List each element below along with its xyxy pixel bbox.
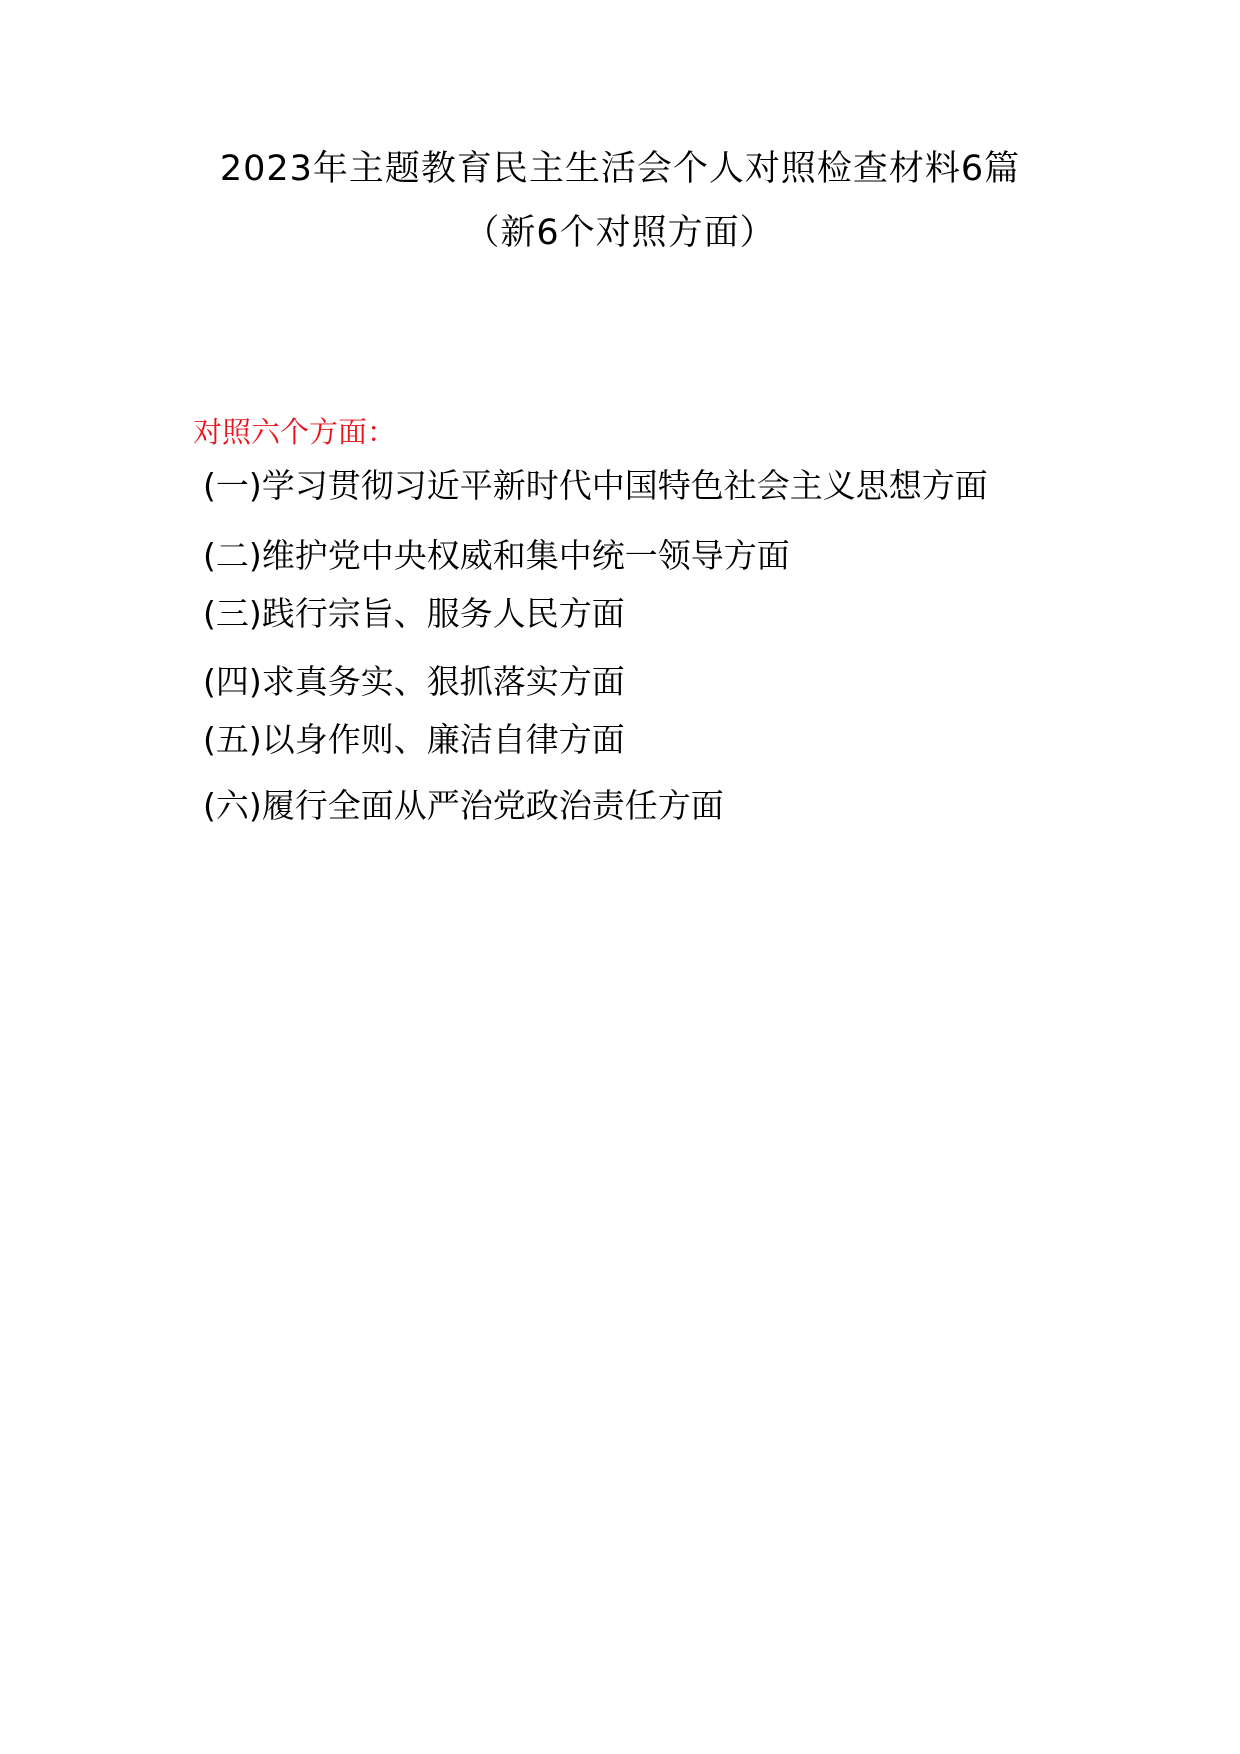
title-line-main: 2023年主题教育民主生活会个人对照检查材料6篇 (219, 149, 1021, 189)
aspect-item-5: (五)以身作则、廉洁自律方面 (203, 720, 625, 759)
aspect-item-6: (六)履行全面从严治党政治责任方面 (203, 786, 724, 825)
aspect-item-3: (三)践行宗旨、服务人民方面 (203, 594, 625, 633)
title-line-subtitle: （新6个对照方面） (464, 213, 776, 253)
aspect-item-1: (一)学习贯彻习近平新时代中国特色社会主义思想方面 (203, 466, 988, 505)
document-title (0, 148, 1240, 254)
aspect-item-2: (二)维护党中央权威和集中统一领导方面 (203, 536, 790, 575)
aspect-item-4: (四)求真务实、狠抓落实方面 (203, 662, 625, 701)
section-heading: 对照六个方面： (193, 415, 397, 449)
